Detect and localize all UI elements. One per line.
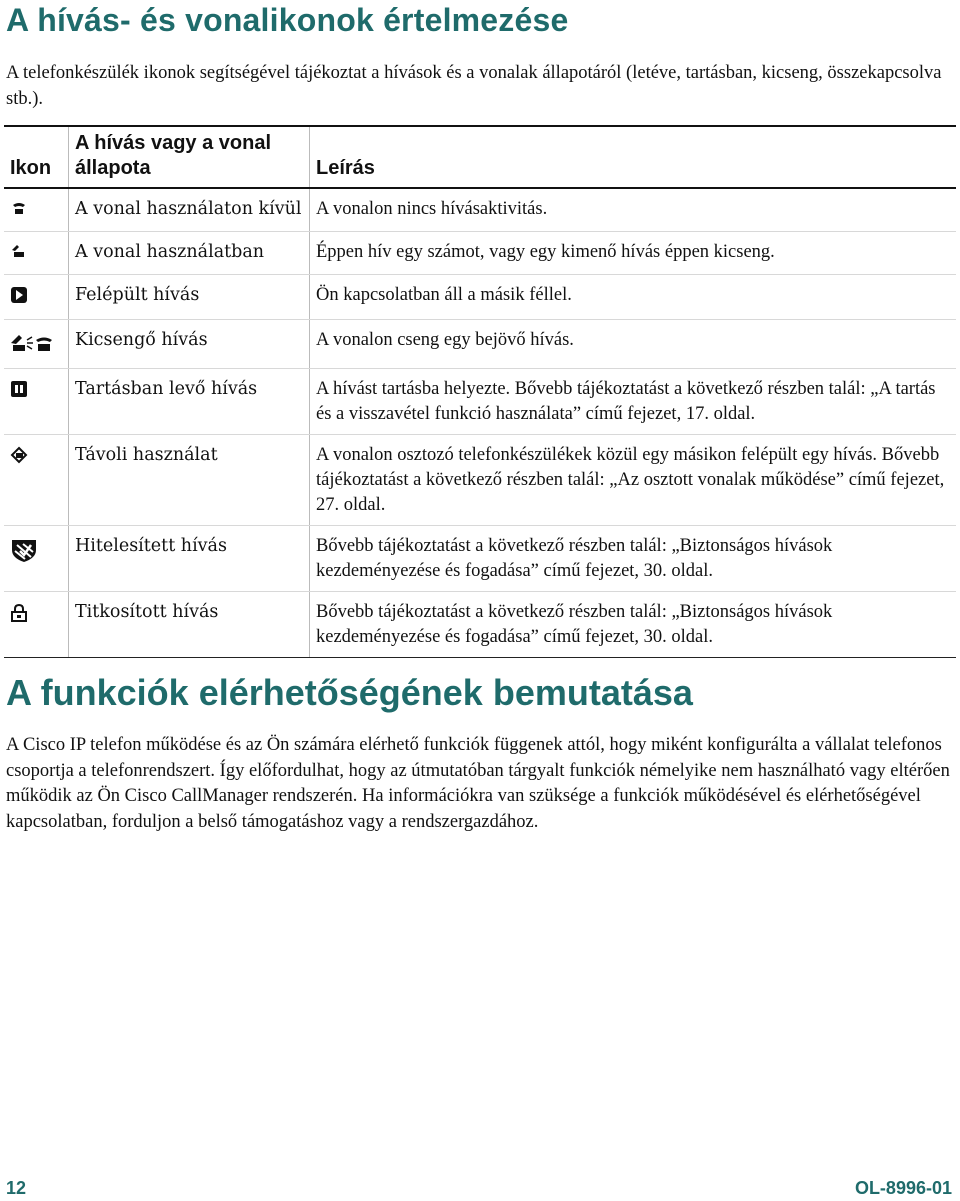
table-row [4, 435, 956, 526]
icon-table [4, 125, 956, 658]
header-state: A hívás vagy a vonal állapota [69, 126, 310, 188]
row-desc: A hívást tartásba helyezte. Bővebb tájékoztatást a következő részben talál: „A tartás és a visszavétel funkció használata” című fejezet, 17. oldal. [310, 369, 957, 435]
remote-in-use-icon [10, 446, 28, 464]
page-number: 12 [6, 1178, 27, 1198]
table-row [4, 232, 956, 275]
row-state: A vonal használatban [69, 232, 310, 275]
row-state: Távoli használat [69, 435, 310, 526]
row-state: Titkosított hívás [69, 592, 310, 658]
off-hook-phone-icon [10, 243, 28, 259]
connected-call-icon [10, 286, 28, 304]
hold-call-icon [10, 380, 28, 398]
row-state: A vonal használaton kívül [69, 188, 310, 232]
encrypted-call-icon [10, 603, 28, 623]
document-id: OL-8996-01 [854, 1178, 952, 1198]
table-row [4, 592, 956, 658]
section-heading: A funkciók elérhetőségének bemutatása [6, 672, 693, 713]
row-desc: A vonalon osztozó telefonkészülékek közül egy másikon felépült egy hívás. Bővebb tájékoztatást a következő részben talál: „Az osztott vonalak működése” című fejezet, 27. oldal. [310, 435, 957, 526]
authenticated-call-icon [10, 537, 38, 563]
row-desc: A vonalon nincs hívásaktivitás. [310, 188, 957, 232]
header-icon: Ikon [4, 126, 69, 188]
table-row [4, 275, 956, 320]
on-hook-phone-icon [10, 200, 28, 216]
row-state: Felépült hívás [69, 275, 310, 320]
page-title: A hívás- és vonalikonok értelmezése [6, 2, 569, 38]
table-row [4, 369, 956, 435]
table-row [4, 188, 956, 232]
ringing-call-icon [10, 331, 56, 353]
table-header-row [4, 126, 956, 188]
header-desc: Leírás [310, 126, 957, 188]
table-row [4, 320, 956, 369]
section-paragraph: A Cisco IP telefon működése és az Ön számára elérhető funkciók függenek attól, hogy miként konfigurálta a vállalat telefonos csoportja a telefonrendszert. Így előfordulhat, hogy az útmutatóban tárgyalt funkciók némelyike nem használható vagy eltérően működik az Ön Cisco CallManager rendszerén. Ha információkra van szüksége a funkciók működésével és elérhetőségével kapcsolatban, forduljon a belső támogatáshoz vagy a rendszergazdához. [6, 735, 950, 832]
row-state: Hitelesített hívás [69, 526, 310, 592]
row-desc: Ön kapcsolatban áll a másik féllel. [310, 275, 957, 320]
row-desc: Bővebb tájékoztatást a következő részben talál: „Biztonságos hívások kezdeményezése és fogadása” című fejezet, 30. oldal. [310, 592, 957, 658]
row-desc: Éppen hív egy számot, vagy egy kimenő hívás éppen kicseng. [310, 232, 957, 275]
row-desc: A vonalon cseng egy bejövő hívás. [310, 320, 957, 369]
row-state: Kicsengő hívás [69, 320, 310, 369]
row-desc: Bővebb tájékoztatást a következő részben talál: „Biztonságos hívások kezdeményezése és fogadása” című fejezet, 30. oldal. [310, 526, 957, 592]
table-row [4, 526, 956, 592]
intro-paragraph: A telefonkészülék ikonok segítségével tájékoztat a hívások és a vonalak állapotáról (letéve, tartásban, kicseng, összekapcsolva stb.). [6, 63, 942, 109]
row-state: Tartásban levő hívás [69, 369, 310, 435]
